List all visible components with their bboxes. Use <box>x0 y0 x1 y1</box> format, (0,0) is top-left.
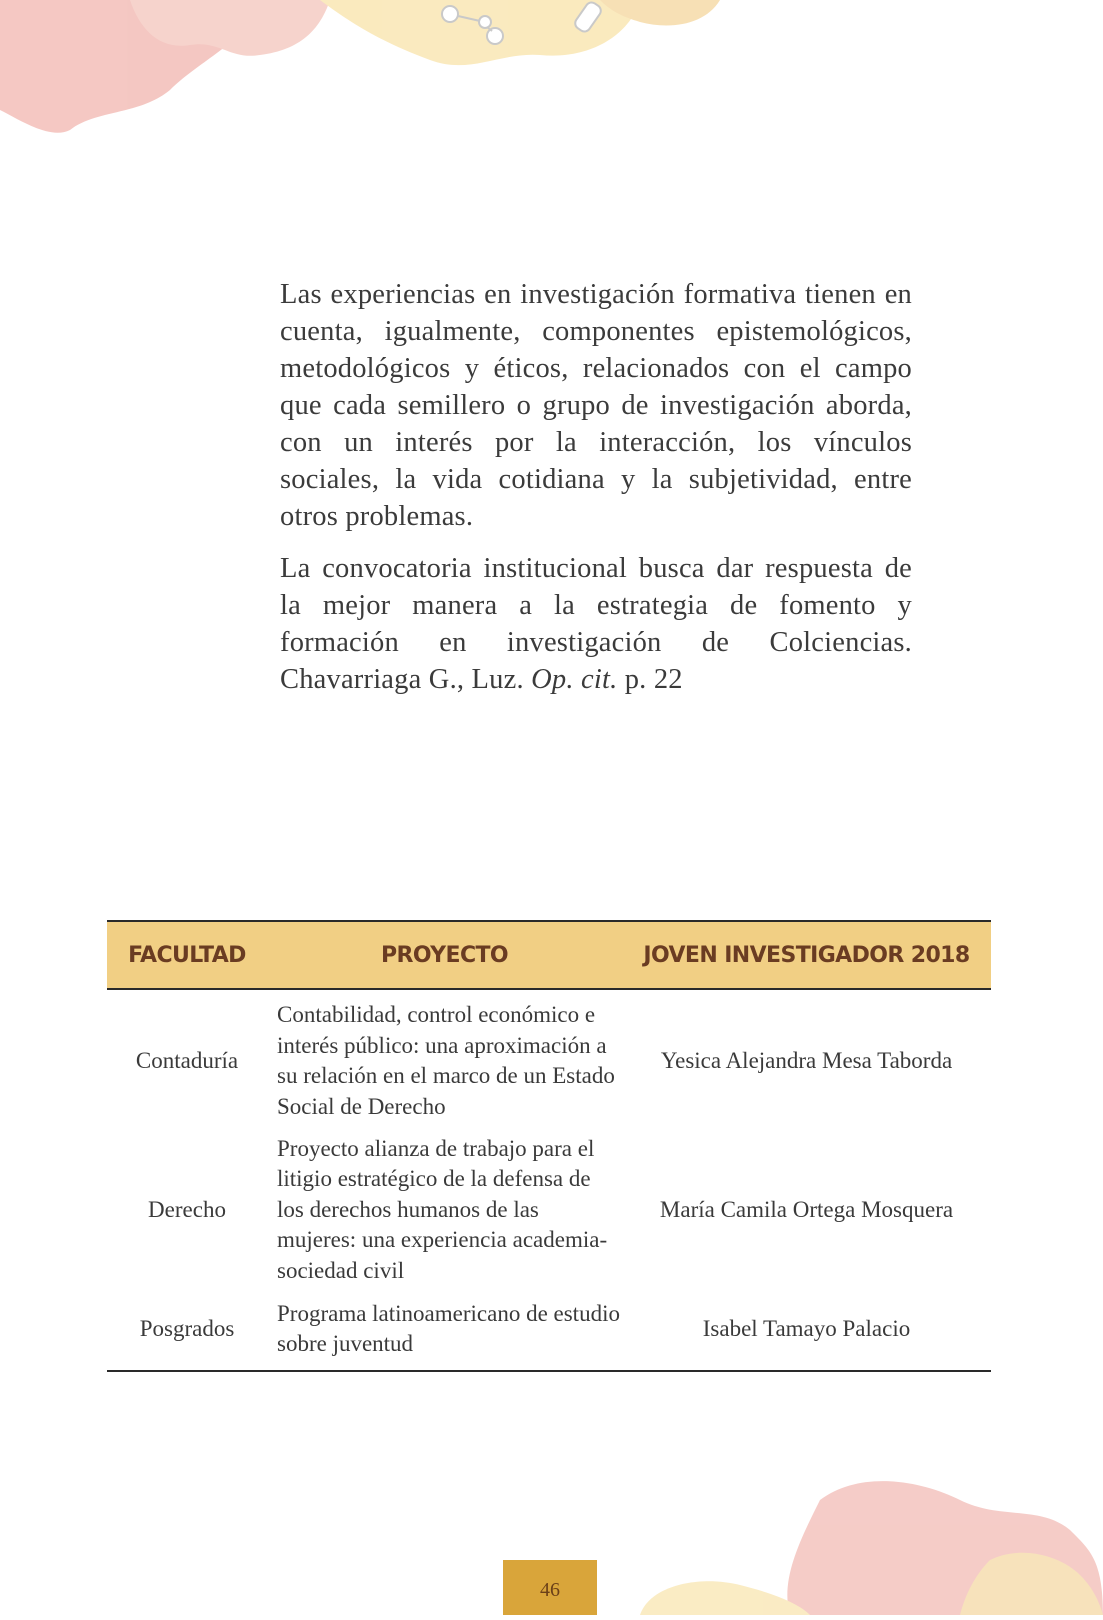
quote-citation-italic: Op. cit. <box>531 664 618 695</box>
cell-project: Proyecto alianza de trabajo para el litigio estratégico de la defensa de los derechos humanos de las mujeres: una experiencia academia-sociedad civil <box>277 1135 608 1283</box>
page-number: 46 <box>503 1560 597 1615</box>
table-row <box>107 1288 991 1371</box>
cell-faculty: Derecho <box>148 1196 226 1222</box>
test-tube-icon <box>573 0 603 34</box>
cell-faculty: Posgrados <box>107 1288 267 1371</box>
cell-researcher: Isabel Tamayo Palacio <box>622 1288 991 1371</box>
researchers-table <box>107 920 991 1372</box>
header-researcher: JOVEN INVESTIGADOR 2018 <box>622 921 991 989</box>
quote-paragraph-2 <box>280 550 912 698</box>
table-row <box>107 989 991 1132</box>
cell-researcher: Yesica Alejandra Mesa Taborda <box>660 1047 953 1073</box>
top-watercolor-decoration <box>0 0 1103 140</box>
quote-citation-page: p. 22 <box>624 664 683 695</box>
cell-project: Programa latinoamericano de estudio sobre juventud <box>267 1288 622 1371</box>
cell-researcher: María Camila Ortega Mosquera <box>659 1196 954 1222</box>
quote-block <box>280 276 912 713</box>
table-row <box>107 1132 991 1288</box>
researchers-table-container <box>107 920 991 1372</box>
header-faculty: FACULTAD <box>107 921 267 989</box>
quote-paragraph-1: Las experiencias en investigación formativa tienen en cuenta, igualmente, componentes epistemológicos, metodológicos y éticos, relacionados con el campo que cada semillero o grupo de investigación aborda, con un interés por la interacción, los vínculos sociales, la vida cotidiana y la subjetividad, entre otros problemas. <box>280 279 912 532</box>
table-header-row <box>107 921 991 989</box>
header-project: PROYECTO <box>267 921 622 989</box>
cell-faculty: Contaduría <box>135 1047 239 1073</box>
molecule-icon <box>442 6 503 44</box>
cell-project: Contabilidad, control económico e interés público: una aproximación a su relación en el marco de un Estado Social de Derecho <box>277 1002 615 1119</box>
quote-paragraph-2-text: La convocatoria institucional busca dar respuesta de la mejor manera a la estrategia de fomento y formación en investigación de Colciencias. Chavarriaga G., Luz. <box>280 553 912 695</box>
